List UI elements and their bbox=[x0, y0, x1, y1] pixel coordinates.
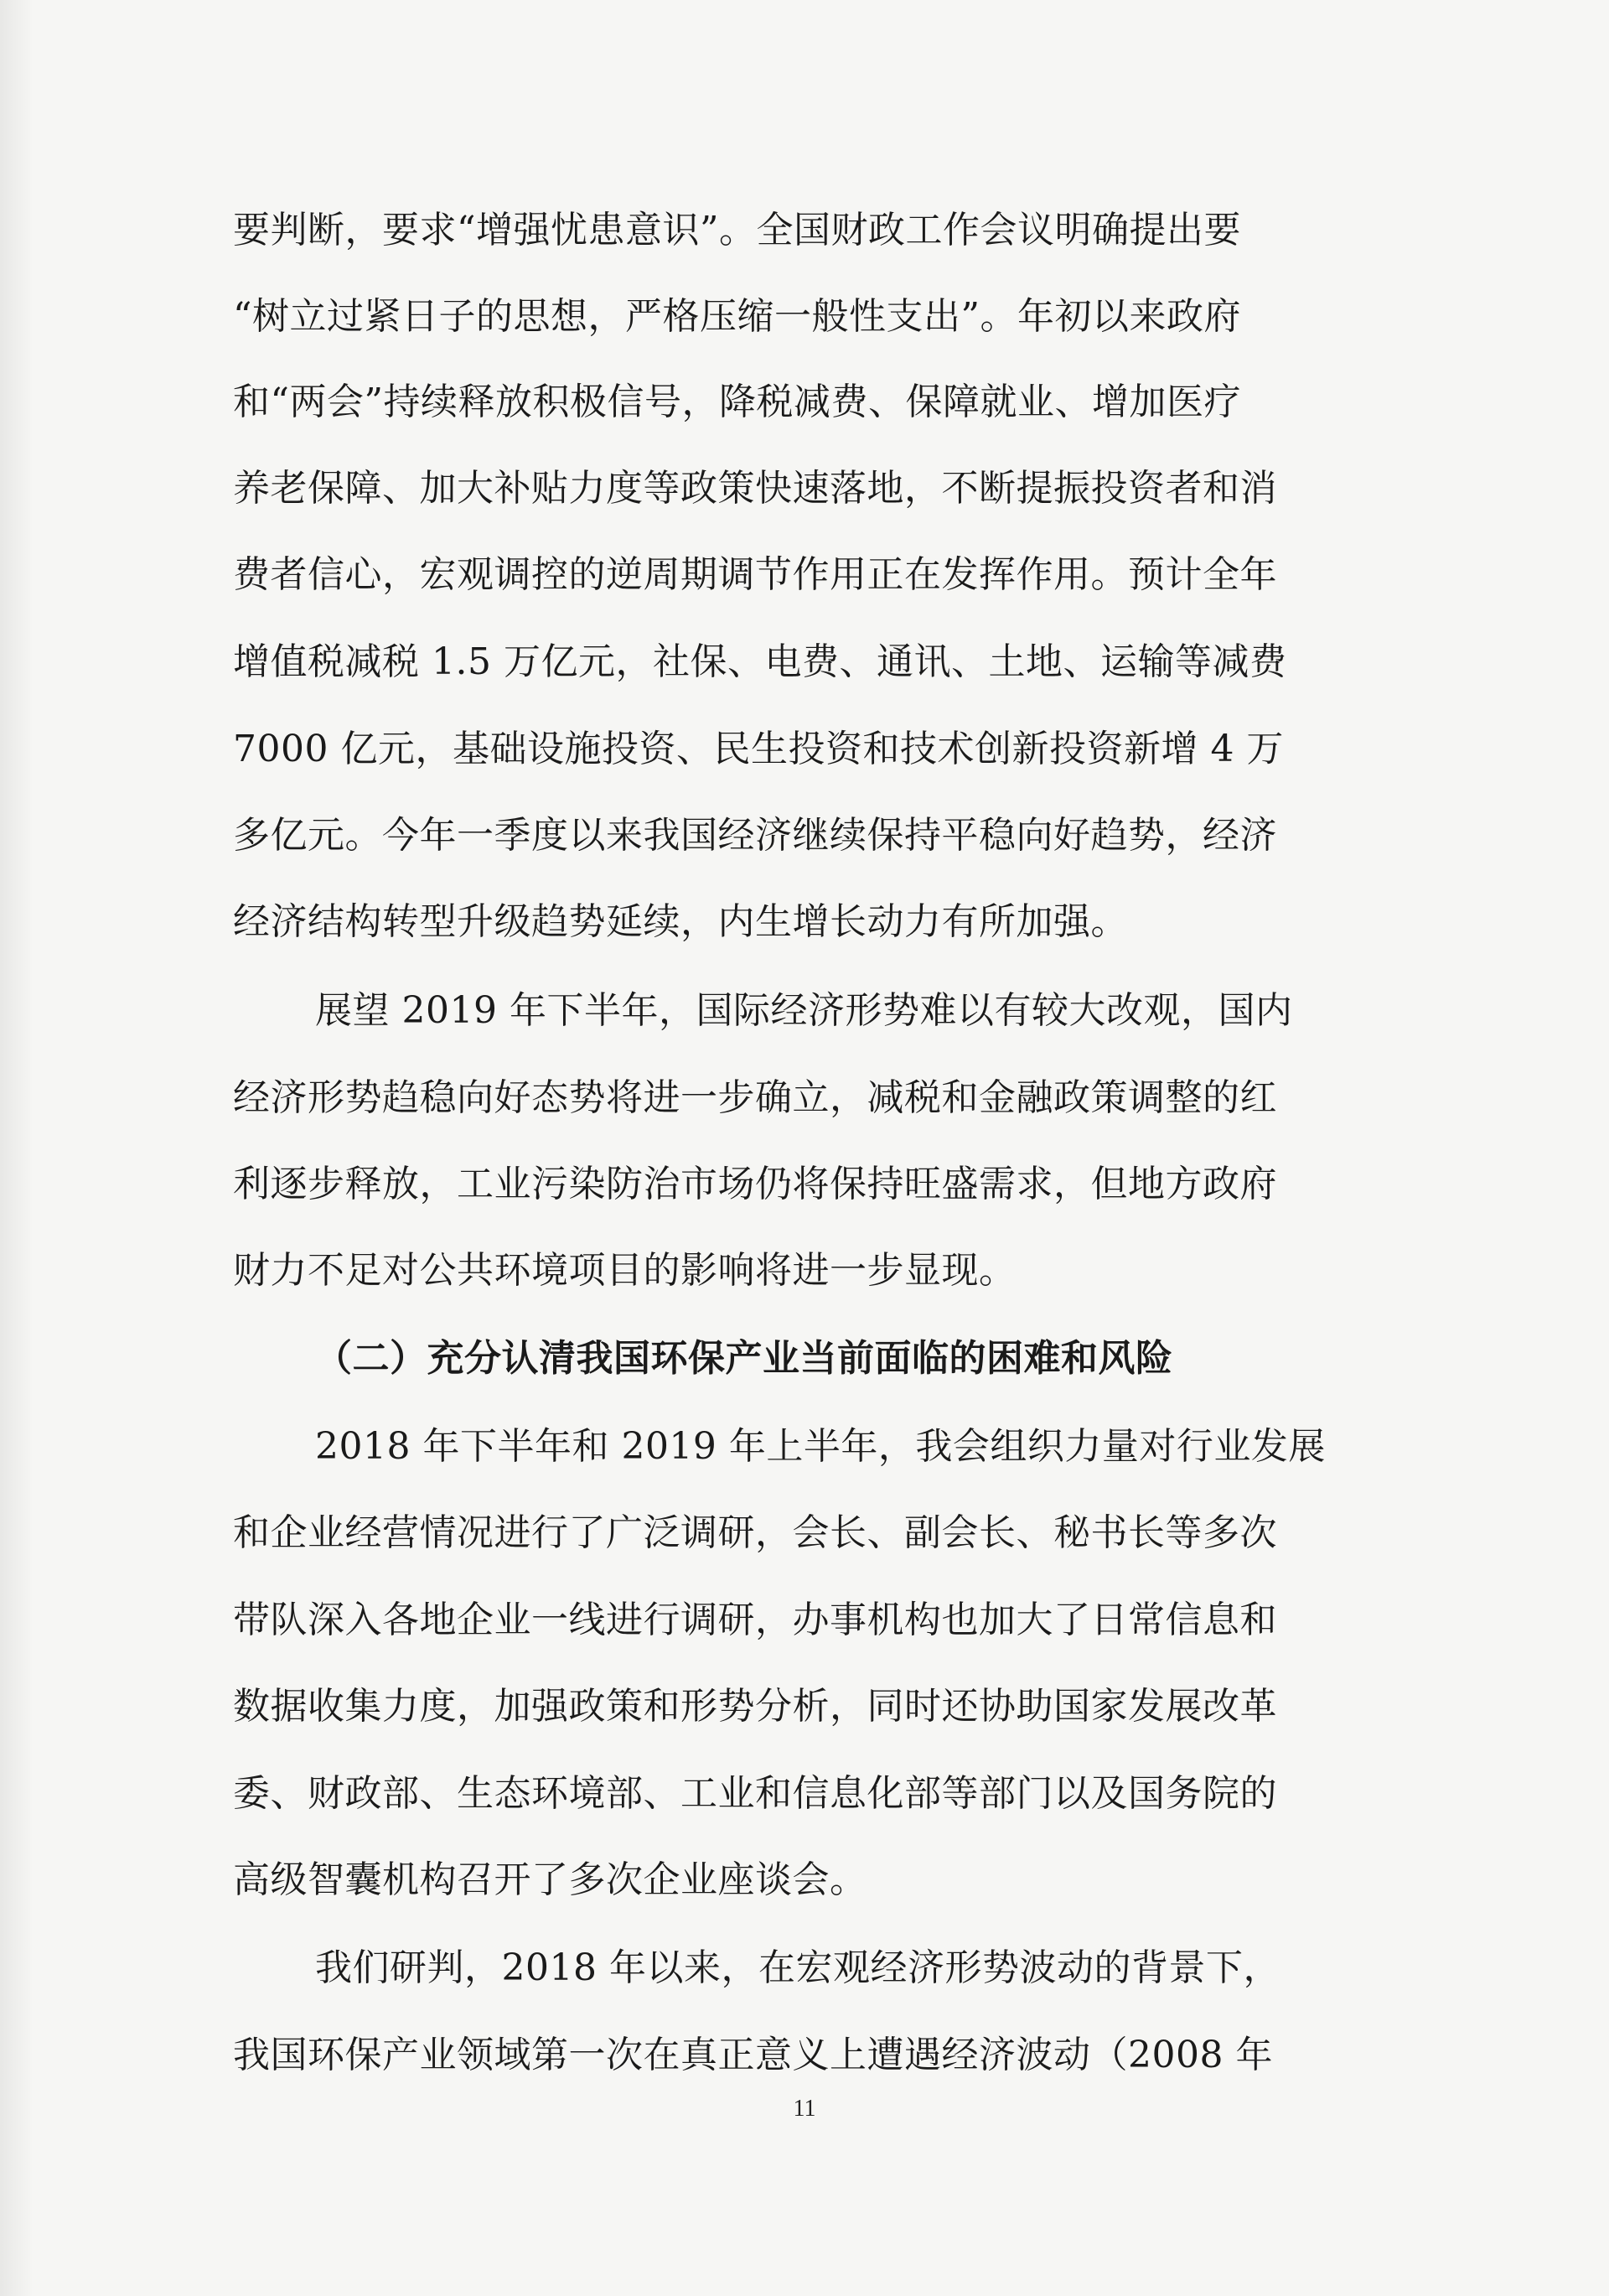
text-line: 我国环保产业领域第一次在真正意义上遭遇经济波动（2008 年 bbox=[233, 2034, 1273, 2076]
scan-edge-shadow bbox=[0, 0, 34, 2296]
text-line: 经济结构转型升级趋势延续，内生增长动力有所加强。 bbox=[233, 900, 1128, 943]
text-line: 要判断，要求“增强忧患意识”。全国财政工作会议明确提出要 bbox=[233, 209, 1241, 251]
text-line: 增值税减税 1.5 万亿元，社保、电费、通讯、土地、运输等减费 bbox=[233, 640, 1287, 683]
text-line: 和企业经营情况进行了广泛调研，会长、副会长、秘书长等多次 bbox=[233, 1511, 1277, 1554]
text-line: 费者信心，宏观调控的逆周期调节作用正在发挥作用。预计全年 bbox=[233, 553, 1277, 596]
text-line: 带队深入各地企业一线进行调研，办事机构也加大了日常信息和 bbox=[233, 1599, 1277, 1641]
text-line: 养老保障、加大补贴力度等政策快速落地，不断提振投资者和消 bbox=[233, 467, 1277, 510]
section-heading: （二）充分认清我国环保产业当前面临的困难和风险 bbox=[315, 1337, 1173, 1380]
page-number: 11 bbox=[793, 2096, 816, 2122]
text-line: 委、财政部、生态环境部、工业和信息化部等部门以及国务院的 bbox=[233, 1772, 1277, 1815]
text-line: 数据收集力度，加强政策和形势分析，同时还协助国家发展改革 bbox=[233, 1685, 1277, 1728]
text-line: 多亿元。今年一季度以来我国经济继续保持平稳向好趋势，经济 bbox=[233, 814, 1277, 857]
paragraph-first-line: 我们研判，2018 年以来，在宏观经济形势波动的背景下， bbox=[315, 1946, 1280, 1989]
text-line: 7000 亿元，基础设施投资、民生投资和技术创新投资新增 4 万 bbox=[233, 728, 1284, 770]
paragraph-first-line: 2018 年下半年和 2019 年上半年，我会组织力量对行业发展 bbox=[315, 1425, 1326, 1468]
text-line: 经济形势趋稳向好态势将进一步确立，减税和金融政策调整的红 bbox=[233, 1076, 1277, 1119]
text-line: 利逐步释放，工业污染防治市场仍将保持旺盛需求，但地方政府 bbox=[233, 1163, 1277, 1205]
paragraph-first-line: 展望 2019 年下半年，国际经济形势难以有较大改观，国内 bbox=[315, 989, 1293, 1032]
text-line: 财力不足对公共环境项目的影响将进一步显现。 bbox=[233, 1249, 1017, 1292]
text-line: 高级智囊机构召开了多次企业座谈会。 bbox=[233, 1858, 867, 1901]
text-line: “树立过紧日子的思想，严格压缩一般性支出”。年初以来政府 bbox=[233, 295, 1241, 338]
text-line: 和“两会”持续释放积极信号，降税减费、保障就业、增加医疗 bbox=[233, 381, 1241, 423]
